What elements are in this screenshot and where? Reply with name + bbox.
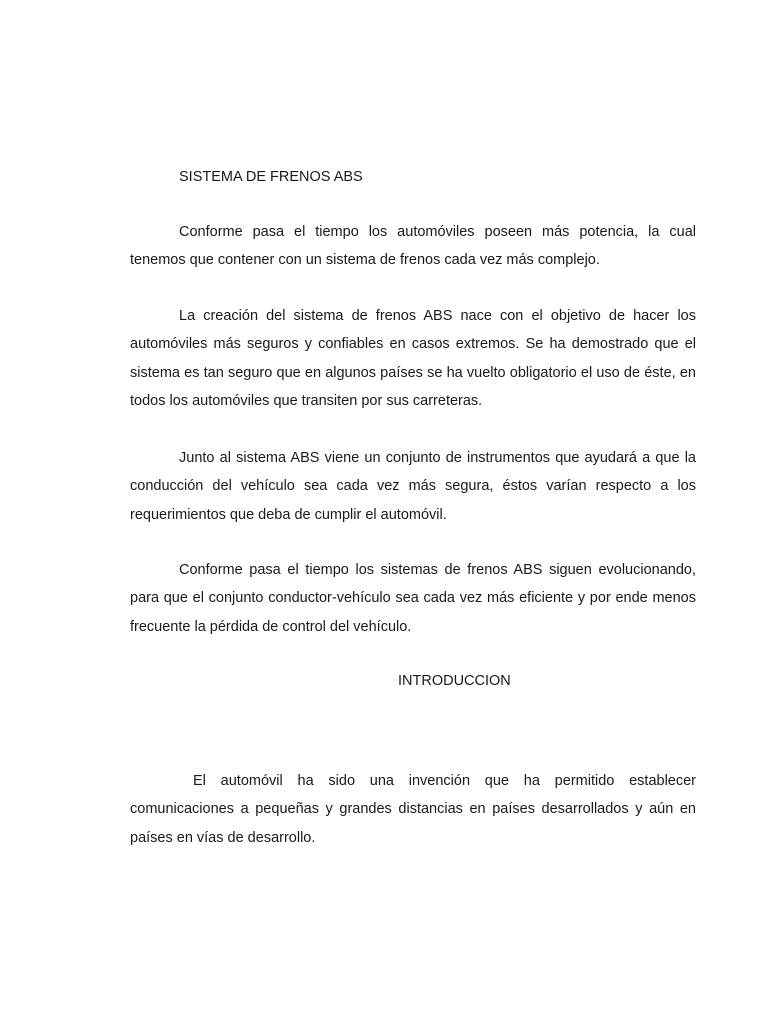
section-heading-introduccion: INTRODUCCION [398,673,511,689]
paragraph-4: Conforme pasa el tiempo los sistemas de frenos ABS siguen evolucionando, para que el conjunto conductor-vehículo sea cada vez más eficiente y por ende menos frecuente la pérdida de control del vehículo. [130,562,696,635]
document-title: SISTEMA DE FRENOS ABS [179,169,363,185]
intro-paragraph: El automóvil ha sido una invención que ha permitido establecer comunicaciones a pequeñas y grandes distancias en países desarrollados y aún en países en vías de desarrollo. [130,773,696,846]
paragraph-2: La creación del sistema de frenos ABS nace con el objetivo de hacer los automóviles más seguros y confiables en casos extremos. Se ha demostrado que el sistema es tan seguro que en algunos países se ha vuelto obligatorio el uso de éste, en todos los automóviles que transiten por sus carreteras. [130,308,696,409]
paragraph-1: Conforme pasa el tiempo los automóviles poseen más potencia, la cual tenemos que contener con un sistema de frenos cada vez más complejo. [130,224,696,269]
paragraph-3: Junto al sistema ABS viene un conjunto de instrumentos que ayudará a que la conducción del vehículo sea cada vez más segura, éstos varían respecto a los requerimientos que deba de cumplir el automóvil. [130,450,696,523]
